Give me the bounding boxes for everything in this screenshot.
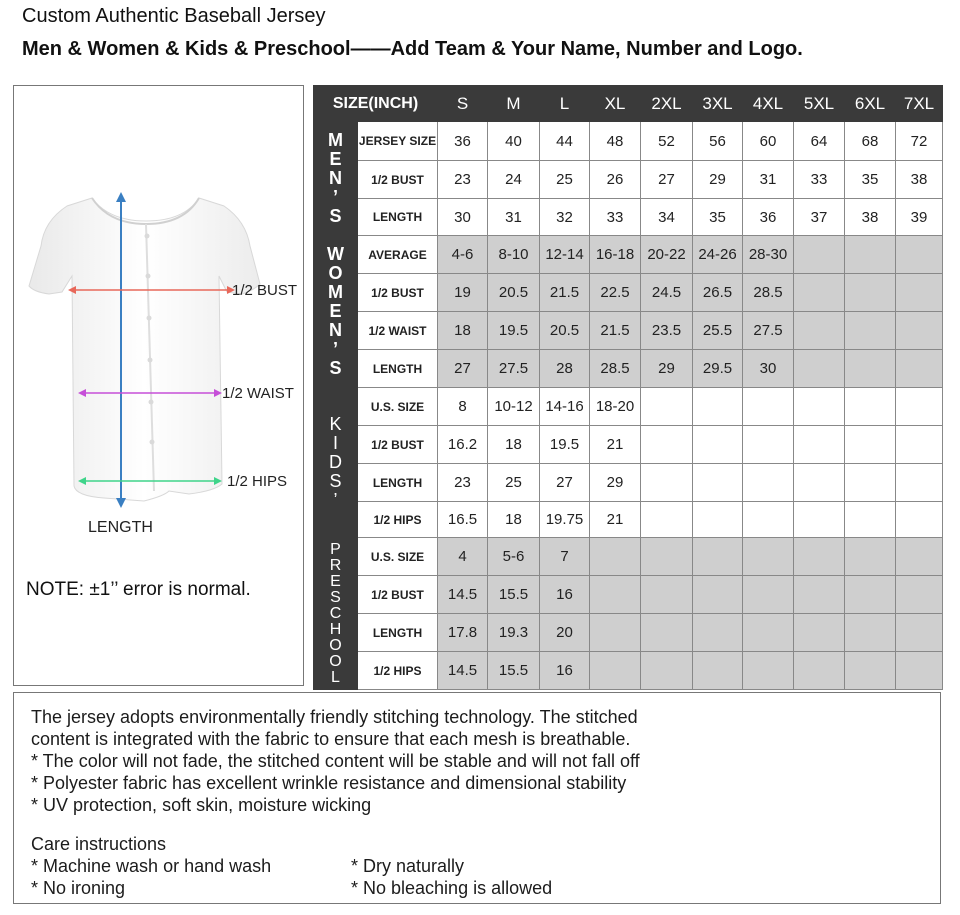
table-cell bbox=[743, 614, 794, 652]
size-col-header: 5XL bbox=[794, 86, 845, 122]
table-cell: 34 bbox=[641, 199, 693, 236]
row-label: 1/2 BUST bbox=[358, 576, 438, 614]
bust-label: 1/2 BUST bbox=[232, 282, 298, 299]
table-cell bbox=[896, 576, 943, 614]
table-cell: 38 bbox=[845, 199, 896, 236]
table-cell: 52 bbox=[641, 122, 693, 161]
table-cell: 21.5 bbox=[590, 312, 641, 350]
table-cell bbox=[896, 502, 943, 538]
table-cell bbox=[896, 274, 943, 312]
table-cell bbox=[590, 614, 641, 652]
table-cell bbox=[794, 576, 845, 614]
row-label: 1/2 BUST bbox=[358, 161, 438, 199]
row-label: 1/2 HIPS bbox=[358, 502, 438, 538]
care-item: * Machine wash or hand wash bbox=[31, 856, 272, 876]
table-cell: 4-6 bbox=[438, 236, 488, 274]
waist-label: 1/2 WAIST bbox=[222, 385, 294, 402]
table-cell: 68 bbox=[845, 122, 896, 161]
size-chart-table bbox=[313, 85, 943, 690]
table-cell: 28-30 bbox=[743, 236, 794, 274]
table-cell bbox=[693, 652, 743, 690]
care-row bbox=[31, 877, 552, 899]
table-cell bbox=[641, 614, 693, 652]
table-row bbox=[314, 122, 943, 161]
table-row bbox=[314, 388, 943, 426]
mens-group-label: M E N ’ S bbox=[314, 122, 358, 236]
table-cell bbox=[845, 388, 896, 426]
table-cell: 14.5 bbox=[438, 652, 488, 690]
table-row bbox=[314, 350, 943, 388]
hips-label: 1/2 HIPS bbox=[227, 473, 288, 490]
row-label: JERSEY SIZE bbox=[358, 122, 438, 161]
jersey-shape bbox=[29, 198, 260, 501]
table-cell bbox=[794, 652, 845, 690]
table-cell bbox=[845, 426, 896, 464]
table-row bbox=[314, 199, 943, 236]
table-cell: 29.5 bbox=[693, 350, 743, 388]
size-corner-label: SIZE(INCH) bbox=[314, 86, 438, 122]
table-cell: 23.5 bbox=[641, 312, 693, 350]
table-cell: 21 bbox=[590, 502, 641, 538]
size-col-header: 4XL bbox=[743, 86, 794, 122]
length-label: LENGTH bbox=[88, 519, 153, 536]
table-cell: 33 bbox=[794, 161, 845, 199]
description-line: * Polyester fabric has excellent wrinkle resistance and dimensional stability bbox=[31, 773, 627, 793]
table-cell bbox=[693, 502, 743, 538]
table-cell bbox=[743, 426, 794, 464]
table-cell: 7 bbox=[540, 538, 590, 576]
table-cell: 26 bbox=[590, 161, 641, 199]
table-cell bbox=[794, 350, 845, 388]
size-col-header: 7XL bbox=[896, 86, 943, 122]
table-row bbox=[314, 161, 943, 199]
table-cell bbox=[794, 614, 845, 652]
care-title: Care instructions bbox=[31, 834, 167, 854]
table-cell bbox=[845, 652, 896, 690]
table-cell: 29 bbox=[693, 161, 743, 199]
table-cell bbox=[896, 312, 943, 350]
table-cell: 28.5 bbox=[590, 350, 641, 388]
row-label: 1/2 WAIST bbox=[358, 312, 438, 350]
table-cell: 19.5 bbox=[488, 312, 540, 350]
table-cell: 21.5 bbox=[540, 274, 590, 312]
table-cell: 64 bbox=[794, 122, 845, 161]
table-cell bbox=[693, 426, 743, 464]
page-title: Custom Authentic Baseball Jersey bbox=[22, 5, 326, 27]
size-header-row bbox=[314, 86, 943, 122]
care-item: * No ironing bbox=[31, 878, 126, 898]
table-cell bbox=[641, 464, 693, 502]
table-cell: 4 bbox=[438, 538, 488, 576]
table-cell: 19.75 bbox=[540, 502, 590, 538]
table-row bbox=[314, 502, 943, 538]
table-cell bbox=[693, 388, 743, 426]
table-cell: 5-6 bbox=[488, 538, 540, 576]
care-instructions bbox=[31, 833, 552, 899]
table-cell bbox=[794, 388, 845, 426]
table-cell: 19.3 bbox=[488, 614, 540, 652]
table-cell: 28.5 bbox=[743, 274, 794, 312]
table-cell: 29 bbox=[590, 464, 641, 502]
table-cell: 8 bbox=[438, 388, 488, 426]
table-row bbox=[314, 426, 943, 464]
table-cell: 21 bbox=[590, 426, 641, 464]
table-cell: 38 bbox=[896, 161, 943, 199]
page-subtitle: Men & Women & Kids & Preschool——Add Team & Your Name, Number and Logo. bbox=[22, 38, 803, 60]
table-cell: 72 bbox=[896, 122, 943, 161]
table-cell: 14-16 bbox=[540, 388, 590, 426]
table-cell: 18 bbox=[488, 426, 540, 464]
size-col-header: M bbox=[488, 86, 540, 122]
table-cell: 15.5 bbox=[488, 576, 540, 614]
table-cell bbox=[794, 426, 845, 464]
table-cell bbox=[794, 502, 845, 538]
row-label: LENGTH bbox=[358, 614, 438, 652]
table-cell: 14.5 bbox=[438, 576, 488, 614]
table-cell: 40 bbox=[488, 122, 540, 161]
table-cell: 24-26 bbox=[693, 236, 743, 274]
row-label: LENGTH bbox=[358, 464, 438, 502]
table-cell: 27.5 bbox=[743, 312, 794, 350]
table-cell bbox=[896, 426, 943, 464]
description-line: * The color will not fade, the stitched content will be stable and will not fall off bbox=[31, 751, 640, 771]
table-cell: 20 bbox=[540, 614, 590, 652]
table-cell bbox=[794, 538, 845, 576]
table-row bbox=[314, 236, 943, 274]
table-cell bbox=[794, 236, 845, 274]
table-cell bbox=[743, 464, 794, 502]
table-cell: 60 bbox=[743, 122, 794, 161]
table-cell: 48 bbox=[590, 122, 641, 161]
row-label: U.S. SIZE bbox=[358, 538, 438, 576]
table-cell: 56 bbox=[693, 122, 743, 161]
table-cell: 23 bbox=[438, 161, 488, 199]
table-cell: 20-22 bbox=[641, 236, 693, 274]
table-cell: 35 bbox=[693, 199, 743, 236]
table-cell bbox=[693, 576, 743, 614]
row-label: 1/2 HIPS bbox=[358, 652, 438, 690]
table-cell bbox=[896, 614, 943, 652]
table-cell: 18-20 bbox=[590, 388, 641, 426]
table-cell bbox=[743, 538, 794, 576]
size-col-header: 2XL bbox=[641, 86, 693, 122]
table-cell bbox=[845, 538, 896, 576]
table-cell bbox=[896, 538, 943, 576]
table-cell bbox=[743, 576, 794, 614]
table-cell bbox=[693, 614, 743, 652]
table-cell: 15.5 bbox=[488, 652, 540, 690]
table-cell bbox=[693, 464, 743, 502]
table-cell: 19 bbox=[438, 274, 488, 312]
table-cell bbox=[590, 652, 641, 690]
table-cell: 30 bbox=[438, 199, 488, 236]
table-cell: 16-18 bbox=[590, 236, 641, 274]
size-col-header: 3XL bbox=[693, 86, 743, 122]
table-cell: 25 bbox=[488, 464, 540, 502]
table-cell: 27.5 bbox=[488, 350, 540, 388]
table-cell: 25.5 bbox=[693, 312, 743, 350]
product-info-panel bbox=[13, 692, 941, 904]
table-cell bbox=[896, 388, 943, 426]
error-note: NOTE: ±1’’ error is normal. bbox=[26, 579, 251, 600]
table-cell bbox=[641, 538, 693, 576]
table-cell bbox=[590, 538, 641, 576]
table-cell: 24 bbox=[488, 161, 540, 199]
table-cell bbox=[845, 274, 896, 312]
table-cell bbox=[896, 350, 943, 388]
table-cell: 12-14 bbox=[540, 236, 590, 274]
table-row bbox=[314, 464, 943, 502]
table-cell bbox=[845, 464, 896, 502]
table-cell bbox=[693, 538, 743, 576]
table-cell bbox=[845, 614, 896, 652]
table-cell: 16 bbox=[540, 652, 590, 690]
table-cell: 20.5 bbox=[540, 312, 590, 350]
care-row bbox=[31, 855, 552, 877]
kids-group-label: K I D S ’ bbox=[314, 388, 358, 538]
care-item: * No bleaching is allowed bbox=[351, 878, 553, 898]
table-cell: 18 bbox=[488, 502, 540, 538]
table-cell bbox=[845, 312, 896, 350]
product-description bbox=[31, 706, 640, 816]
table-cell: 17.8 bbox=[438, 614, 488, 652]
description-line: content is integrated with the fabric to ensure that each mesh is breathable. bbox=[31, 729, 631, 749]
table-cell: 36 bbox=[743, 199, 794, 236]
jersey-diagram-panel bbox=[13, 85, 304, 686]
table-cell bbox=[845, 502, 896, 538]
table-cell: 29 bbox=[641, 350, 693, 388]
table-cell: 27 bbox=[641, 161, 693, 199]
table-cell: 37 bbox=[794, 199, 845, 236]
row-label: 1/2 BUST bbox=[358, 426, 438, 464]
table-cell: 16 bbox=[540, 576, 590, 614]
table-cell: 8-10 bbox=[488, 236, 540, 274]
table-cell bbox=[845, 236, 896, 274]
care-item: * Dry naturally bbox=[351, 856, 465, 876]
table-cell: 35 bbox=[845, 161, 896, 199]
table-row bbox=[314, 538, 943, 576]
table-cell bbox=[896, 464, 943, 502]
size-col-header: XL bbox=[590, 86, 641, 122]
table-cell bbox=[641, 388, 693, 426]
row-label: LENGTH bbox=[358, 199, 438, 236]
table-cell bbox=[743, 388, 794, 426]
table-cell: 25 bbox=[540, 161, 590, 199]
size-col-header: L bbox=[540, 86, 590, 122]
preschool-group-label: P R E S C H O O L bbox=[314, 538, 358, 690]
table-row bbox=[314, 274, 943, 312]
row-label: 1/2 BUST bbox=[358, 274, 438, 312]
table-cell bbox=[845, 350, 896, 388]
table-cell: 16.5 bbox=[438, 502, 488, 538]
table-cell bbox=[641, 426, 693, 464]
size-col-header: S bbox=[438, 86, 488, 122]
table-row bbox=[314, 652, 943, 690]
table-cell: 18 bbox=[438, 312, 488, 350]
table-cell: 39 bbox=[896, 199, 943, 236]
table-cell bbox=[896, 652, 943, 690]
table-cell: 44 bbox=[540, 122, 590, 161]
table-cell bbox=[794, 312, 845, 350]
table-cell: 26.5 bbox=[693, 274, 743, 312]
table-cell bbox=[794, 464, 845, 502]
table-cell bbox=[743, 502, 794, 538]
table-cell: 10-12 bbox=[488, 388, 540, 426]
table-cell: 32 bbox=[540, 199, 590, 236]
description-line: * UV protection, soft skin, moisture wicking bbox=[31, 795, 372, 815]
description-line: The jersey adopts environmentally friendly stitching technology. The stitched bbox=[31, 707, 638, 727]
table-cell: 16.2 bbox=[438, 426, 488, 464]
table-cell bbox=[641, 652, 693, 690]
table-cell: 30 bbox=[743, 350, 794, 388]
table-cell: 27 bbox=[540, 464, 590, 502]
table-cell: 22.5 bbox=[590, 274, 641, 312]
table-cell bbox=[743, 652, 794, 690]
table-cell: 31 bbox=[743, 161, 794, 199]
table-cell: 19.5 bbox=[540, 426, 590, 464]
table-row bbox=[314, 312, 943, 350]
table-row bbox=[314, 614, 943, 652]
row-label: U.S. SIZE bbox=[358, 388, 438, 426]
table-cell bbox=[641, 576, 693, 614]
table-cell: 31 bbox=[488, 199, 540, 236]
table-cell bbox=[896, 236, 943, 274]
table-cell: 36 bbox=[438, 122, 488, 161]
row-label: AVERAGE bbox=[358, 236, 438, 274]
table-cell: 28 bbox=[540, 350, 590, 388]
table-cell: 24.5 bbox=[641, 274, 693, 312]
table-cell: 33 bbox=[590, 199, 641, 236]
row-label: LENGTH bbox=[358, 350, 438, 388]
table-cell bbox=[641, 502, 693, 538]
table-row bbox=[314, 576, 943, 614]
table-cell bbox=[590, 576, 641, 614]
table-cell bbox=[845, 576, 896, 614]
size-col-header: 6XL bbox=[845, 86, 896, 122]
table-cell bbox=[794, 274, 845, 312]
womens-group-label: W O M E N ’ S bbox=[314, 236, 358, 388]
table-cell: 23 bbox=[438, 464, 488, 502]
table-cell: 20.5 bbox=[488, 274, 540, 312]
table-cell: 27 bbox=[438, 350, 488, 388]
